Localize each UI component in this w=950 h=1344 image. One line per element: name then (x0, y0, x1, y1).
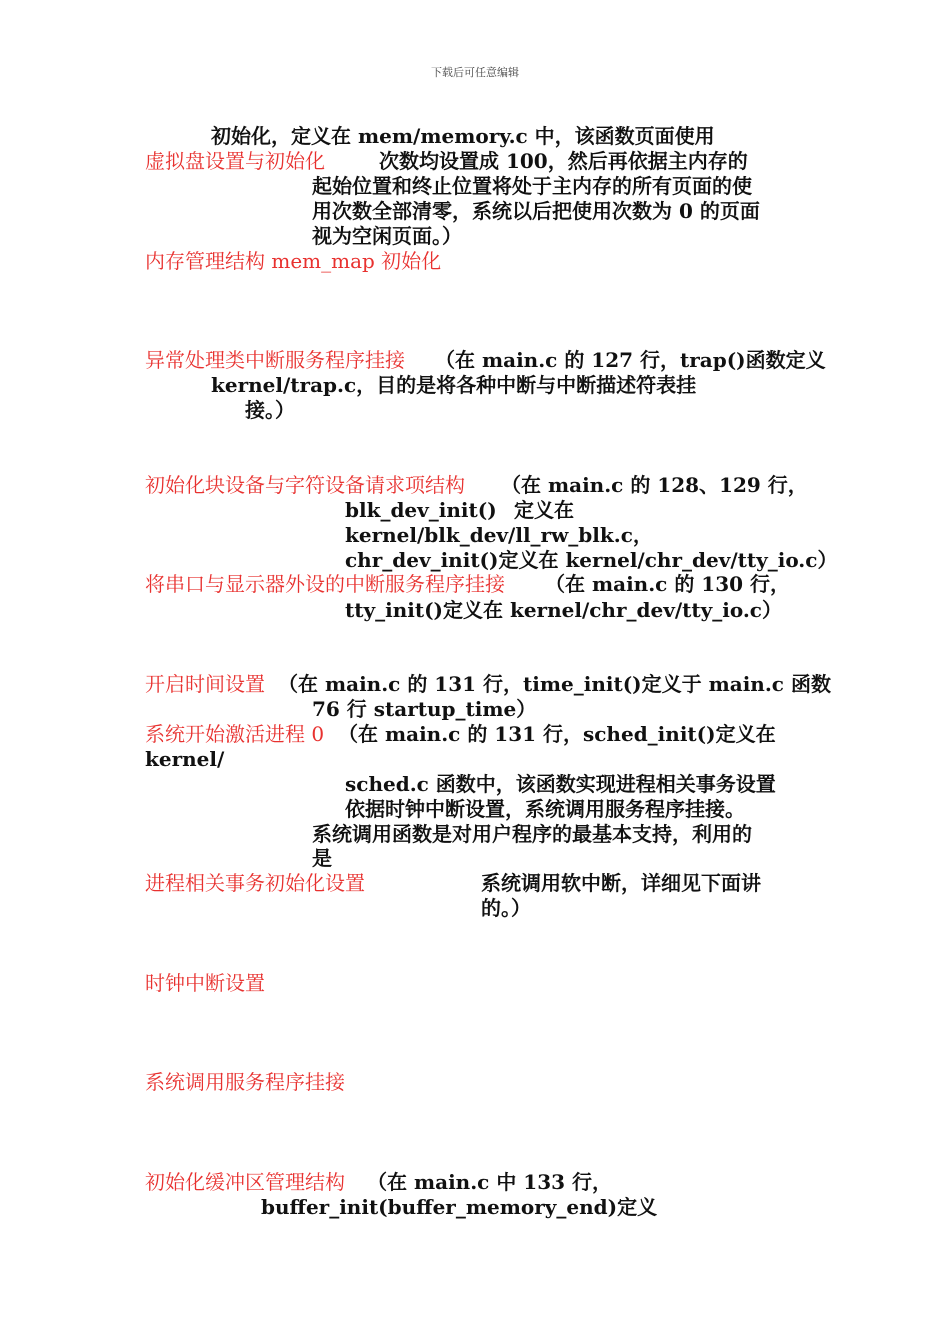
text-line: 定义在 (514, 498, 574, 522)
text-line: 用次数全部清零，系统以后把使用次数为 0 的页面 (312, 199, 760, 223)
text-line: blk_dev_init() (345, 498, 497, 522)
text-line: 接。） (245, 398, 295, 422)
section-heading-process0: 系统开始激活进程 0 (145, 722, 325, 746)
text-line: （在 main.c 的 130 行， (545, 572, 790, 596)
text-line: tty_init()定义在 kernel/chr_dev/tty_io.c） (345, 598, 782, 622)
text-line: （在 main.c 的 131 行，time_init()定义于 main.c 函数 (278, 672, 831, 696)
text-line: 视为空闲页面。） (312, 224, 462, 248)
text-line: chr_dev_init()定义在 kernel/chr_dev/tty_io.c） (345, 548, 838, 572)
section-heading-syscall: 系统调用服务程序挂接 (145, 1070, 345, 1094)
section-heading-ramdisk: 虚拟盘设置与初始化 (145, 149, 325, 173)
text-line: 76 行 startup_time） (312, 697, 537, 721)
text-line: buffer_init(buffer_memory_end)定义 (261, 1195, 658, 1219)
text-line: （在 main.c 的 131 行，sched_init()定义在 (338, 722, 776, 746)
section-heading-tty: 将串口与显示器外设的中断服务程序挂接 (145, 572, 505, 596)
text-line: （在 main.c 的 128、129 行， (501, 473, 808, 497)
section-heading-mem-map: 内存管理结构 mem_map 初始化 (145, 249, 442, 273)
section-heading-clock-interrupt: 时钟中断设置 (145, 971, 265, 995)
text-line: 是 (312, 846, 332, 870)
text-line: （在 main.c 中 133 行， (367, 1170, 612, 1194)
text-line: 起始位置和终止位置将处于主内存的所有页面的使 (312, 174, 752, 198)
section-heading-trap: 异常处理类中断服务程序挂接 (145, 348, 405, 372)
text-line: kernel/trap.c，目的是将各种中断与中断描述符表挂 (211, 373, 697, 397)
section-heading-process-init: 进程相关事务初始化设置 (145, 871, 365, 895)
section-heading-time: 开启时间设置 (145, 672, 265, 696)
text-line: （在 main.c 的 127 行，trap()函数定义 (435, 348, 826, 372)
text-line: kernel/blk_dev/ll_rw_blk.c， (345, 523, 653, 547)
text-line: kernel/ (145, 747, 225, 771)
section-heading-buffer: 初始化缓冲区管理结构 (145, 1170, 345, 1194)
text-line: 的。） (481, 896, 531, 920)
text-line: 初始化，定义在 mem/memory.c 中，该函数页面使用 (211, 124, 715, 148)
page-header: 下载后可任意编辑 (431, 66, 519, 79)
text-line: 系统调用函数是对用户程序的最基本支持，利用的 (312, 822, 752, 846)
text-line: sched.c 函数中，该函数实现进程相关事务设置 (345, 772, 776, 796)
text-line: 依据时钟中断设置，系统调用服务程序挂接。 (345, 797, 745, 821)
section-heading-dev-init: 初始化块设备与字符设备请求项结构 (145, 473, 465, 497)
text-line: 次数均设置成 100，然后再依据主内存的 (379, 149, 748, 173)
text-line: 系统调用软中断，详细见下面讲 (481, 871, 761, 895)
